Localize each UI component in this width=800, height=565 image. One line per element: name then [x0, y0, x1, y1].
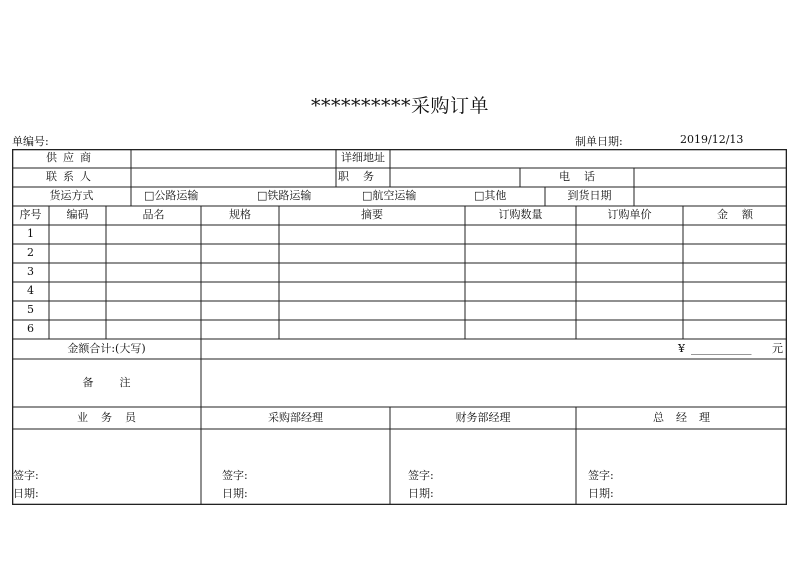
- contact-label: 联系人: [46, 170, 97, 183]
- shipping-option-rail[interactable]: □铁路运输: [257, 189, 312, 202]
- shipping-option-air[interactable]: □航空运输: [362, 189, 417, 202]
- page-title: **********采购订单: [310, 95, 489, 117]
- column-header-summary: 摘要: [361, 208, 383, 221]
- signer-purchasing-manager: 采购部经理: [268, 411, 323, 424]
- column-header-unit-price: 订购单价: [607, 208, 652, 221]
- phone-label: 电话: [559, 170, 609, 183]
- currency-unit: 元: [772, 342, 783, 355]
- sign-date-label: 日期:: [408, 487, 434, 500]
- column-header-name: 品名: [142, 208, 165, 221]
- row-number: 6: [27, 322, 34, 335]
- signature-label: 签字:: [588, 469, 614, 482]
- shipping-option-road[interactable]: □公路运输: [144, 189, 199, 202]
- column-header-spec: 规格: [229, 208, 251, 221]
- row-number: 4: [27, 284, 34, 297]
- signature-label: 签字:: [13, 469, 39, 482]
- order-date-value: 2019/12/13: [680, 133, 744, 146]
- column-header-code: 编码: [66, 208, 89, 221]
- shipping-label: 货运方式: [49, 189, 94, 202]
- shipping-option-other[interactable]: □其他: [474, 189, 507, 202]
- arrival-date-label: 到货日期: [567, 189, 612, 202]
- row-number: 3: [27, 265, 34, 278]
- signer-salesperson: 业务员: [77, 411, 149, 424]
- sign-date-label: 日期:: [13, 487, 39, 500]
- order-date-label: 制单日期:: [575, 135, 623, 148]
- remarks-label: 备注: [82, 376, 157, 389]
- column-header-quantity: 订购数量: [498, 208, 543, 221]
- total-amount-label: 金额合计:(大写): [67, 342, 146, 355]
- currency-symbol: ¥: [678, 342, 685, 355]
- signer-finance-manager: 财务部经理: [455, 411, 511, 424]
- purchase-order-form: [12, 149, 787, 505]
- signer-general-manager: 总经理: [653, 411, 722, 424]
- address-label: 详细地址: [341, 151, 385, 164]
- sign-date-label: 日期:: [588, 487, 614, 500]
- row-number: 5: [27, 303, 34, 316]
- column-header-no: 序号: [19, 208, 42, 221]
- row-number: 2: [27, 246, 34, 259]
- column-header-amount: 金额: [717, 208, 767, 221]
- signature-label: 签字:: [408, 469, 434, 482]
- supplier-label: 供应商: [46, 151, 97, 164]
- sign-date-label: 日期:: [222, 487, 248, 500]
- order-no-label: 单编号:: [12, 135, 49, 148]
- row-number: 1: [27, 227, 34, 240]
- position-label: 职务: [338, 170, 388, 183]
- total-amount-blank: ___________: [691, 342, 752, 355]
- signature-label: 签字:: [222, 469, 248, 482]
